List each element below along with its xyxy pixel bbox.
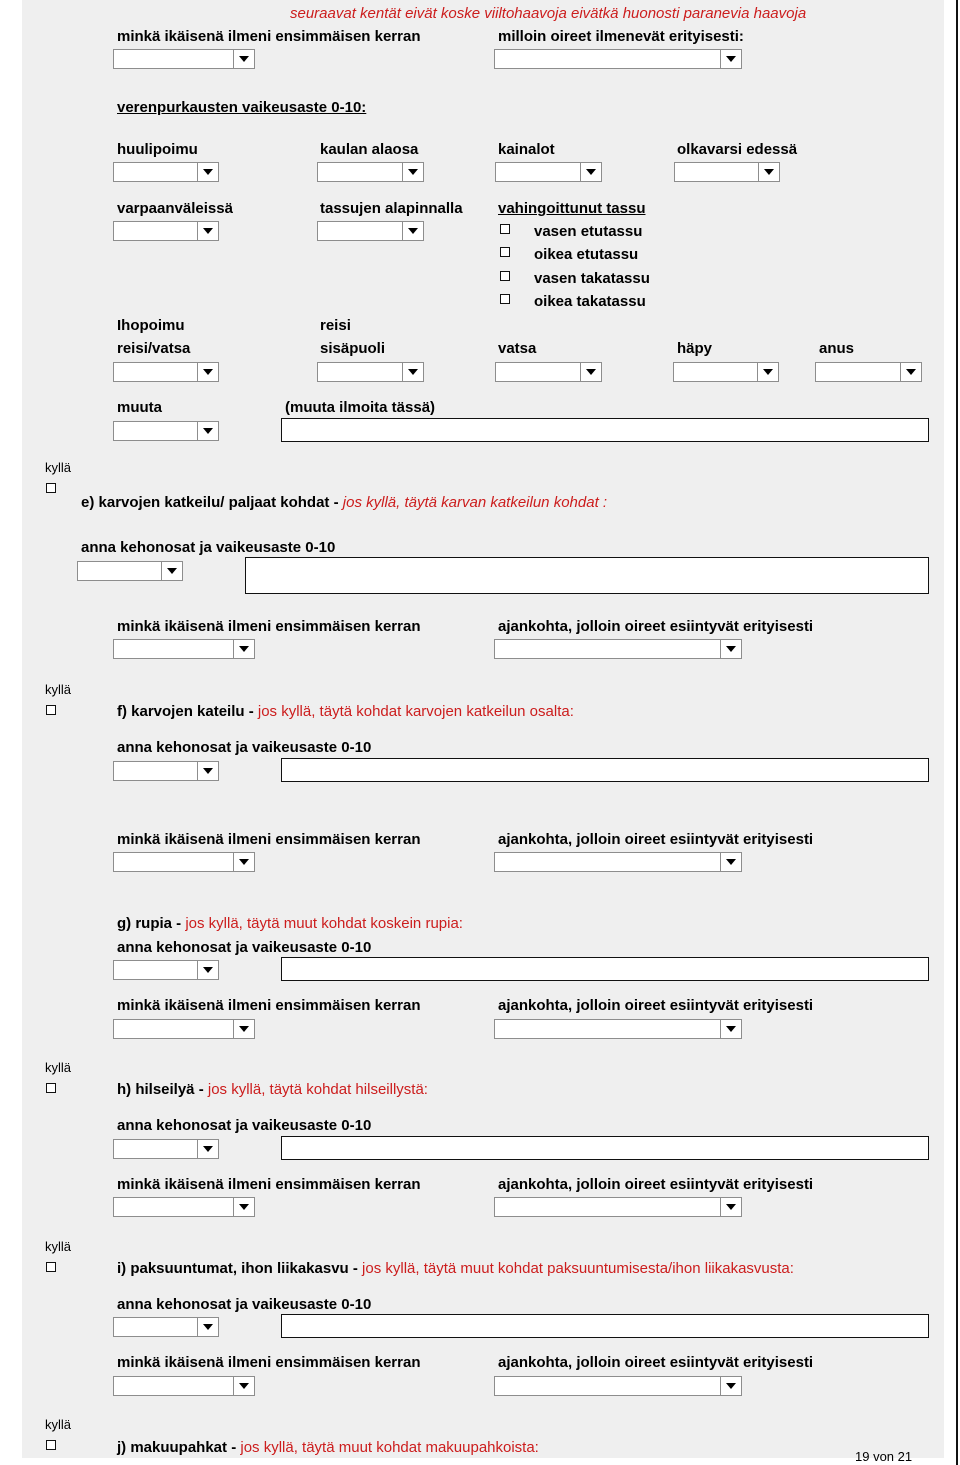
- section-h-first-age-select[interactable]: [113, 1197, 255, 1217]
- reisi-sisapuoli-select[interactable]: [317, 362, 424, 382]
- ihopoimu-select[interactable]: [113, 362, 219, 382]
- section-i-body-parts-input[interactable]: [281, 1314, 929, 1338]
- chevron-down-icon: [203, 228, 213, 234]
- chevron-down-icon: [906, 369, 916, 375]
- section-g-body-parts-select[interactable]: [113, 960, 219, 980]
- muuta-ilmoita-label: (muuta ilmoita tässä): [285, 399, 436, 416]
- chevron-down-icon: [586, 169, 596, 175]
- varpaanvaleissa-select[interactable]: [113, 221, 219, 241]
- huulipoimu-label: huulipoimu: [117, 141, 198, 158]
- page-border: [956, 0, 958, 1465]
- section-g-period-select[interactable]: [494, 1019, 742, 1039]
- first-age-label: minkä ikäisenä ilmeni ensimmäisen kerran: [117, 831, 421, 848]
- vatsa-label: vatsa: [498, 340, 537, 357]
- chevron-down-icon: [239, 1204, 249, 1210]
- chevron-down-icon: [167, 568, 177, 574]
- section-j-checkbox[interactable]: [46, 1440, 56, 1450]
- chevron-down-icon: [764, 169, 774, 175]
- section-f-first-age-select[interactable]: [113, 852, 255, 872]
- reisi-label: reisi: [320, 317, 351, 334]
- kylla-label: kyllä: [45, 1060, 72, 1075]
- section-f-period-select[interactable]: [494, 852, 742, 872]
- kylla-label: kyllä: [45, 1417, 72, 1432]
- oikea-takatassu-label: oikea takatassu: [534, 293, 646, 310]
- section-g-first-age-select[interactable]: [113, 1019, 255, 1039]
- section-i-first-age-select[interactable]: [113, 1376, 255, 1396]
- section-g-body-parts-input[interactable]: [281, 957, 929, 981]
- bleeding-severity-heading: verenpurkausten vaikeusaste 0-10:: [117, 99, 367, 116]
- vasen-takatassu-label: vasen takatassu: [534, 270, 650, 287]
- chevron-down-icon: [203, 1324, 213, 1330]
- body-parts-label: anna kehonosat ja vaikeusaste 0-10: [117, 1117, 372, 1134]
- section-h-title: h) hilseilyä - jos kyllä, täytä kohdat hilseillystä:: [117, 1081, 428, 1098]
- section-e-hint: jos kyllä, täytä karvan katkeilun kohdat :: [342, 494, 608, 511]
- period-label: ajankohta, jolloin oireet esiintyvät erityisesti: [498, 831, 814, 848]
- chevron-down-icon: [408, 228, 418, 234]
- first-age-label: minkä ikäisenä ilmeni ensimmäisen kerran: [117, 997, 421, 1014]
- section-j-hint: jos kyllä, täytä muut kohdat makuupahkoista:: [240, 1439, 539, 1456]
- chevron-down-icon: [726, 1204, 736, 1210]
- first-age-label: minkä ikäisenä ilmeni ensimmäisen kerran: [117, 1176, 421, 1193]
- chevron-down-icon: [239, 859, 249, 865]
- muuta-select[interactable]: [113, 421, 219, 441]
- chevron-down-icon: [239, 646, 249, 652]
- section-e-checkbox[interactable]: [46, 483, 56, 493]
- period-label: ajankohta, jolloin oireet esiintyvät erityisesti: [498, 1354, 814, 1371]
- olkavarsi-edessa-label: olkavarsi edessä: [677, 141, 798, 158]
- reisi-vatsa-label: reisi/vatsa: [117, 340, 191, 357]
- section-f-body-parts-select[interactable]: [113, 761, 219, 781]
- first-age-label: minkä ikäisenä ilmeni ensimmäisen kerran: [117, 618, 421, 635]
- oikea-etutassu-checkbox[interactable]: [500, 247, 510, 257]
- kaulan-alaosa-label: kaulan alaosa: [320, 141, 419, 158]
- chevron-down-icon: [203, 428, 213, 434]
- muuta-text-input[interactable]: [281, 418, 929, 442]
- section-h-body-parts-input[interactable]: [281, 1136, 929, 1160]
- chevron-down-icon: [239, 1026, 249, 1032]
- section-f-body-parts-input[interactable]: [281, 758, 929, 782]
- vahingoittunut-tassu-label: vahingoittunut tassu: [498, 200, 646, 217]
- chevron-down-icon: [239, 56, 249, 62]
- oikea-takatassu-checkbox[interactable]: [500, 294, 510, 304]
- tassujen-alapinnalla-select[interactable]: [317, 221, 424, 241]
- body-parts-label: anna kehonosat ja vaikeusaste 0-10: [117, 1296, 372, 1313]
- top-note: seuraavat kentät eivät koske viiltohaavoja eivätkä huonosti paranevia haavoja: [290, 5, 807, 22]
- chevron-down-icon: [726, 646, 736, 652]
- when-symptoms-select[interactable]: [494, 49, 742, 69]
- section-e-body-parts-select[interactable]: [77, 561, 183, 581]
- chevron-down-icon: [586, 369, 596, 375]
- chevron-down-icon: [203, 967, 213, 973]
- chevron-down-icon: [726, 1026, 736, 1032]
- section-h-body-parts-select[interactable]: [113, 1139, 219, 1159]
- section-h-hint: jos kyllä, täytä kohdat hilseillystä:: [207, 1081, 428, 1098]
- section-e-period-select[interactable]: [494, 639, 742, 659]
- page-number: 19 von 21: [855, 1449, 913, 1464]
- chevron-down-icon: [763, 369, 773, 375]
- first-age-label: minkä ikäisenä ilmeni ensimmäisen kerran: [117, 1354, 421, 1371]
- section-e-first-age-select[interactable]: [113, 639, 255, 659]
- kainalot-select[interactable]: [495, 162, 602, 182]
- varpaanvaleissa-label: varpaanväleissä: [117, 200, 233, 217]
- period-label: ajankohta, jolloin oireet esiintyvät erityisesti: [498, 1176, 814, 1193]
- first-age-select[interactable]: [113, 49, 255, 69]
- chevron-down-icon: [203, 369, 213, 375]
- form-background: [22, 0, 944, 1458]
- vasen-etutassu-checkbox[interactable]: [500, 224, 510, 234]
- section-i-period-select[interactable]: [494, 1376, 742, 1396]
- when-symptoms-label: milloin oireet ilmenevät erityisesti:: [498, 28, 744, 45]
- huulipoimu-select[interactable]: [113, 162, 219, 182]
- section-i-hint: jos kyllä, täytä muut kohdat paksuuntumisesta/ihon liikakasvusta:: [362, 1260, 794, 1277]
- sisapuoli-label: sisäpuoli: [320, 340, 386, 357]
- olkavarsi-edessa-select[interactable]: [674, 162, 780, 182]
- body-parts-label: anna kehonosat ja vaikeusaste 0-10: [81, 539, 336, 556]
- anus-label: anus: [819, 340, 855, 357]
- kaulan-alaosa-select[interactable]: [317, 162, 424, 182]
- kainalot-label: kainalot: [498, 141, 555, 158]
- section-i-title: i) paksuuntumat, ihon liikakasvu - jos kyllä, täytä muut kohdat paksuuntumisesta/ihon liikakasvusta:: [117, 1260, 794, 1277]
- hapy-label: häpy: [677, 340, 713, 357]
- muuta-label: muuta: [117, 399, 162, 416]
- section-h-checkbox[interactable]: [46, 1083, 56, 1093]
- section-j-title: j) makuupahkat - jos kyllä, täytä muut kohdat makuupahkoista:: [117, 1439, 539, 1456]
- section-f-checkbox[interactable]: [46, 705, 56, 715]
- section-g-title: g) rupia - jos kyllä, täytä muut kohdat koskein rupia:: [117, 915, 463, 932]
- kylla-label: kyllä: [45, 1239, 72, 1254]
- chevron-down-icon: [239, 1383, 249, 1389]
- vasen-takatassu-checkbox[interactable]: [500, 271, 510, 281]
- vasen-etutassu-label: vasen etutassu: [534, 223, 643, 240]
- kylla-label: kyllä: [45, 460, 72, 475]
- section-h-period-select[interactable]: [494, 1197, 742, 1217]
- kylla-label: kyllä: [45, 682, 72, 697]
- section-i-body-parts-select[interactable]: [113, 1317, 219, 1337]
- chevron-down-icon: [203, 768, 213, 774]
- tassujen-alapinnalla-label: tassujen alapinnalla: [320, 200, 463, 217]
- vatsa-select[interactable]: [495, 362, 602, 382]
- chevron-down-icon: [726, 56, 736, 62]
- ihopoimu-label: Ihopoimu: [117, 317, 185, 334]
- chevron-down-icon: [726, 1383, 736, 1389]
- section-e-body-parts-input[interactable]: [245, 557, 929, 594]
- period-label: ajankohta, jolloin oireet esiintyvät erityisesti: [498, 618, 814, 635]
- chevron-down-icon: [408, 169, 418, 175]
- section-i-checkbox[interactable]: [46, 1262, 56, 1272]
- chevron-down-icon: [203, 1146, 213, 1152]
- chevron-down-icon: [203, 169, 213, 175]
- section-f-title: f) karvojen kateilu - jos kyllä, täytä kohdat karvojen katkeilun osalta:: [117, 703, 574, 720]
- chevron-down-icon: [408, 369, 418, 375]
- oikea-etutassu-label: oikea etutassu: [534, 246, 639, 263]
- body-parts-label: anna kehonosat ja vaikeusaste 0-10: [117, 739, 372, 756]
- body-parts-label: anna kehonosat ja vaikeusaste 0-10: [117, 939, 372, 956]
- hapy-select[interactable]: [673, 362, 779, 382]
- section-e-title: e) karvojen katkeilu/ paljaat kohdat - jos kyllä, täytä karvan katkeilun kohdat :: [81, 494, 608, 511]
- first-age-label: minkä ikäisenä ilmeni ensimmäisen kerran: [117, 28, 421, 45]
- period-label: ajankohta, jolloin oireet esiintyvät erityisesti: [498, 997, 814, 1014]
- section-f-hint: jos kyllä, täytä kohdat karvojen katkeilun osalta:: [257, 703, 574, 720]
- section-g-hint: jos kyllä, täytä muut kohdat koskein rupia:: [185, 915, 463, 932]
- anus-select[interactable]: [815, 362, 922, 382]
- chevron-down-icon: [726, 859, 736, 865]
